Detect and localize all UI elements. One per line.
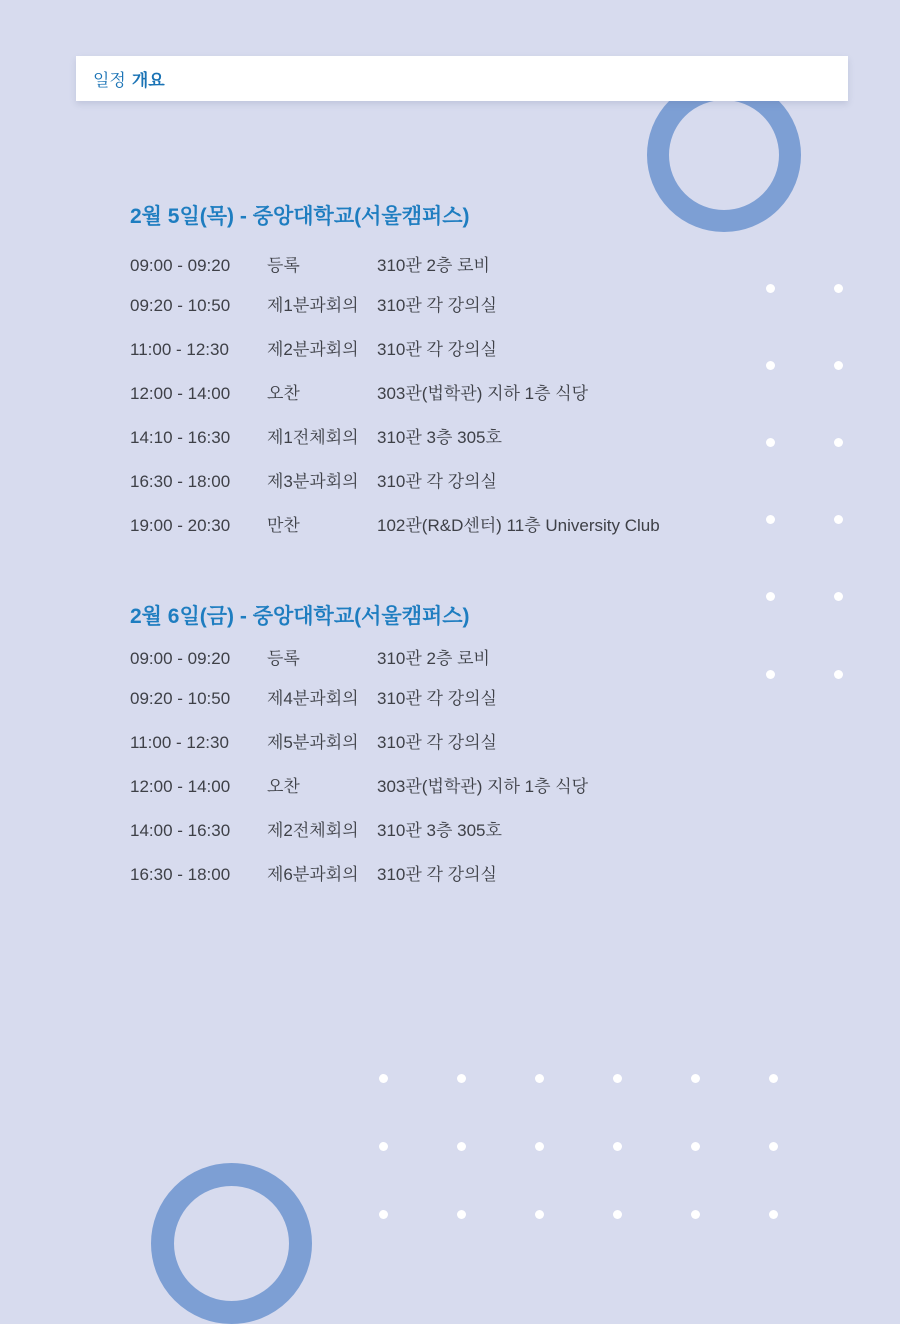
location: 310관 2층 로비	[377, 649, 490, 668]
decorative-dot	[379, 1074, 388, 1083]
location: 310관 각 강의실	[377, 865, 497, 884]
decorative-dot	[613, 1142, 622, 1151]
location: 310관 3층 305호	[377, 821, 502, 840]
decorative-dot	[834, 515, 843, 524]
location: 102관(R&D센터) 11층 University Club	[377, 516, 660, 535]
event-name: 제1분과회의	[267, 296, 359, 315]
time-range: 11:00 - 12:30	[130, 733, 229, 752]
schedule-row	[130, 257, 790, 275]
event-name: 제6분과회의	[267, 865, 359, 884]
time-range: 11:00 - 12:30	[130, 340, 229, 359]
decorative-dot	[691, 1074, 700, 1083]
schedule-row	[130, 341, 790, 359]
event-name: 오찬	[267, 777, 300, 796]
time-range: 09:20 - 10:50	[130, 689, 231, 708]
location: 310관 각 강의실	[377, 689, 497, 708]
event-name: 등록	[267, 256, 300, 275]
decorative-dot	[834, 438, 843, 447]
time-range: 19:00 - 20:30	[130, 516, 231, 535]
section-header-bar	[76, 56, 848, 101]
decorative-ring-bottom-left	[151, 1163, 312, 1324]
decorative-dot	[613, 1074, 622, 1083]
schedule-row	[130, 778, 790, 796]
event-name: 등록	[267, 649, 300, 668]
decorative-dot	[691, 1210, 700, 1219]
event-name: 제3분과회의	[267, 472, 359, 491]
day-section-feb6	[130, 604, 790, 910]
decorative-dot	[613, 1210, 622, 1219]
time-range: 16:30 - 18:00	[130, 865, 231, 884]
time-range: 12:00 - 14:00	[130, 384, 231, 403]
event-name: 제2분과회의	[267, 340, 359, 359]
location: 310관 각 강의실	[377, 733, 497, 752]
event-name: 제2전체회의	[267, 821, 359, 840]
schedule-row	[130, 385, 790, 403]
decorative-dot	[535, 1074, 544, 1083]
decorative-dot	[457, 1210, 466, 1219]
time-range: 09:00 - 09:20	[130, 649, 231, 668]
decorative-dot	[535, 1142, 544, 1151]
schedule-row	[130, 517, 790, 535]
header-title-bold: 개요	[131, 71, 165, 90]
decorative-dot	[769, 1142, 778, 1151]
schedule-row	[130, 473, 790, 491]
day-section-title: 2월 5일(목) - 중앙대학교(서울캠퍼스)	[130, 205, 470, 228]
decorative-dot	[379, 1142, 388, 1151]
event-name: 제5분과회의	[267, 733, 359, 752]
location: 310관 2층 로비	[377, 256, 490, 275]
decorative-dot	[457, 1142, 466, 1151]
time-range: 14:00 - 16:30	[130, 821, 231, 840]
location: 310관 3층 305호	[377, 428, 502, 447]
header-title-light: 일정	[93, 71, 126, 90]
time-range: 09:20 - 10:50	[130, 296, 231, 315]
schedule-row	[130, 690, 790, 708]
day-section-feb5	[130, 204, 790, 561]
location: 310관 각 강의실	[377, 340, 497, 359]
schedule-rows	[130, 650, 790, 884]
day-section-title: 2월 6일(금) - 중앙대학교(서울캠퍼스)	[130, 605, 470, 628]
event-name: 제4분과회의	[267, 689, 359, 708]
decorative-dot	[834, 284, 843, 293]
schedule-row	[130, 429, 790, 447]
location: 303관(법학관) 지하 1층 식당	[377, 384, 589, 403]
event-name: 제1전체회의	[267, 428, 359, 447]
schedule-row	[130, 734, 790, 752]
schedule-row	[130, 650, 790, 668]
decorative-dot	[691, 1142, 700, 1151]
location: 303관(법학관) 지하 1층 식당	[377, 777, 589, 796]
time-range: 14:10 - 16:30	[130, 428, 231, 447]
location: 310관 각 강의실	[377, 296, 497, 315]
event-name: 만찬	[267, 516, 300, 535]
location: 310관 각 강의실	[377, 472, 497, 491]
time-range: 16:30 - 18:00	[130, 472, 231, 491]
schedule-row	[130, 297, 790, 315]
decorative-dot	[769, 1210, 778, 1219]
decorative-dot	[834, 670, 843, 679]
time-range: 12:00 - 14:00	[130, 777, 231, 796]
schedule-row	[130, 866, 790, 884]
decorative-dot	[834, 592, 843, 601]
decorative-dot	[535, 1210, 544, 1219]
decorative-dot	[769, 1074, 778, 1083]
decorative-dot	[457, 1074, 466, 1083]
decorative-dot	[834, 361, 843, 370]
decorative-dot	[379, 1210, 388, 1219]
schedule-rows	[130, 257, 790, 535]
time-range: 09:00 - 09:20	[130, 256, 231, 275]
schedule-row	[130, 822, 790, 840]
event-name: 오찬	[267, 384, 300, 403]
decorative-dot	[766, 592, 775, 601]
